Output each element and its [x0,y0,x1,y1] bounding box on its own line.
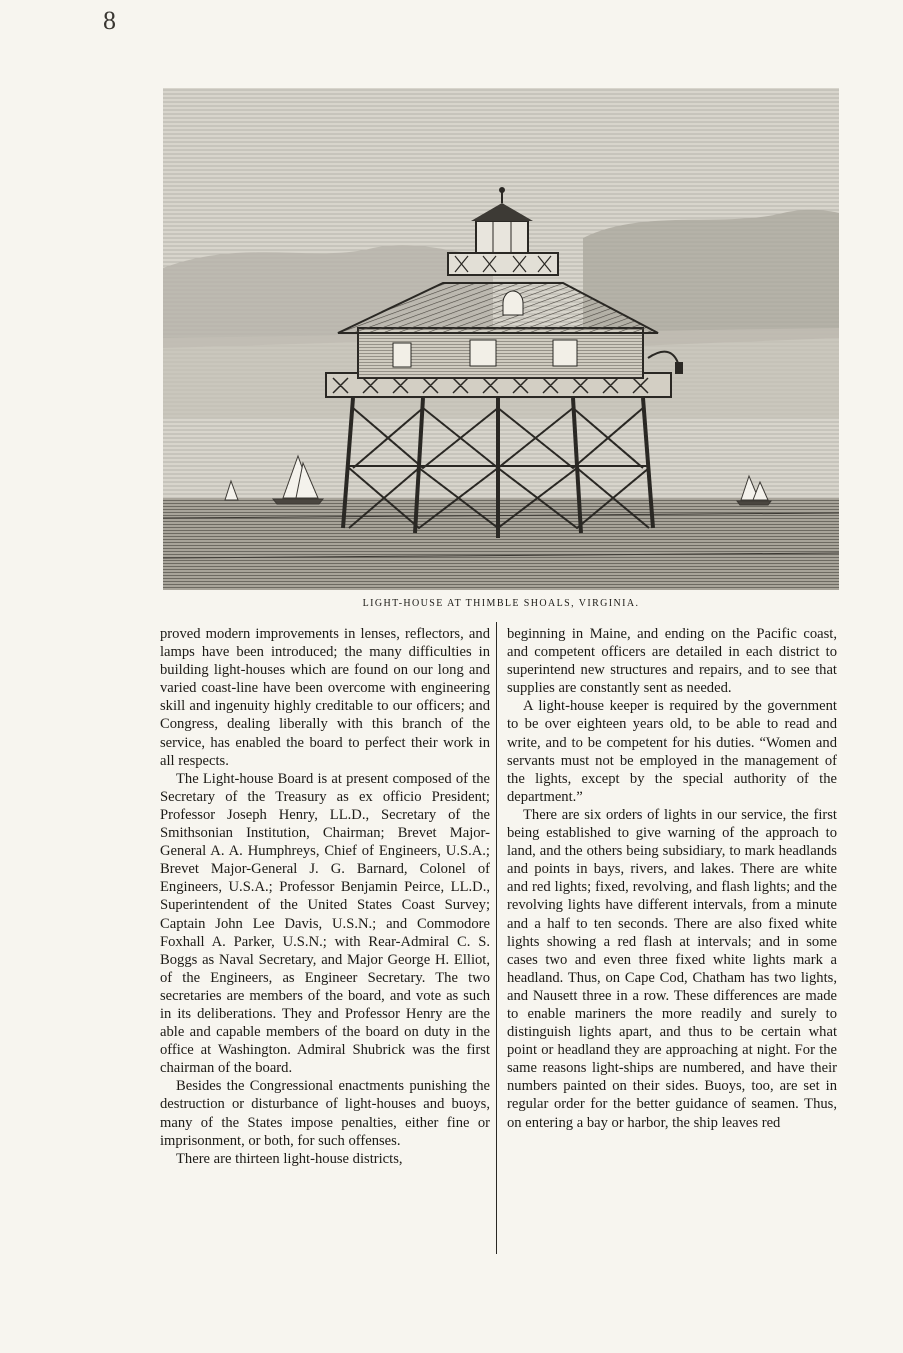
left-paragraph-3: Besides the Congressional enactments punishing the destruction or disturbance of light-houses and buoys, many of the States impose penalties, either fine or imprisonment, or both, for such offenses. [160,1078,490,1149]
right-column [507,625,837,1132]
lighthouse-engraving [163,88,839,590]
left-column [160,625,490,1168]
column-divider [496,622,497,1254]
left-paragraph-4: There are thirteen light-house districts, [176,1150,403,1167]
right-paragraph-2: A light-house keeper is required by the government to be over eighteen years old, to be able to read and write, and to be competent for his duties. “Women and servants must not be employed in the management of the lights, except by the special authority of the department.” [507,698,837,805]
figure-caption: LIGHT-HOUSE AT THIMBLE SHOALS, VIRGINIA. [362,598,640,609]
right-paragraph-3: There are six orders of lights in our service, the first being established to give warning of the approach to land, and the others being subsidiary, to mark headlands and points in bays, rivers, and lakes. There are white and red lights; fixed, revolving, and flash lights; and the revolving lights have different intervals, from a minute and a half to ten seconds. There are also fixed white lights showing a red flash at intervals; and in some cases two and even three fixed white lights mark a headland. Thus, on Cape Cod, Chatham has two lights, and Nausett three in a row. These differences are made to enable mariners the more readily and surely to distinguish lights apart, and thus to be certain what point or headland they are approaching at night. For the same reasons light-ships are numbered, and have their numbers painted on their sides. Buoys, too, are set in regular order for the better guidance of seamen. Thus, on entering a bay or harbor, the ship leaves red [507,806,837,1131]
page-number: 8 [103,6,116,35]
right-paragraph-1: beginning in Maine, and ending on the Pacific coast, and competent officers are detailed in each district to superintend new structures and repairs, and to see that supplies are constantly sent as needed. [507,626,837,697]
left-paragraph-1: proved modern improvements in lenses, reflectors, and lamps have been introduced; the many difficulties in building light-houses which are found on our long and varied coast-line have been overcome with engineering skill and ingenuity highly creditable to our officers; and Congress, dealing liberally with this branch of the service, has enabled the board to perfect their work in all respects. [160,626,490,769]
left-paragraph-2: The Light-house Board is at present composed of the Secretary of the Treasury as ex officio President; Professor Joseph Henry, LL.D., Secretary of the Smithsonian Institution, Chairman; Brevet Major-General A. A. Humphreys, Chief of Engineers, U.S.A.; Brevet Major-General J. G. Barnard, Colonel of Engineers, U.S.A.; Professor Benjamin Peirce, LL.D., Superintendent of the United States Coast Survey; Captain John Lee Davis, U.S.N.; and Commodore Foxhall A. Parker, U.S.N.; with Rear-Admiral C. S. Boggs as Naval Secretary, and Major George H. Elliot, of the Engineers, as Engineer Secretary. The two secretaries are members of the board, and vote as such in its deliberations. They and Professor Henry are the able and capable members of the board on duty in the office at Washington. Admiral Shubrick was the first chairman of the board. [160,770,490,1077]
